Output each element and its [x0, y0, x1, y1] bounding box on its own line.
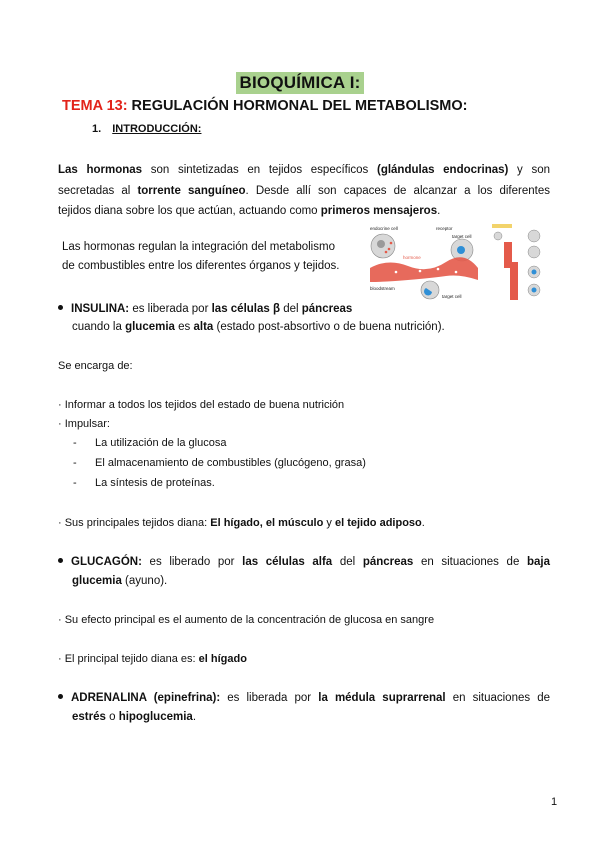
se-encarga-text: Se encarga de:: [58, 360, 133, 372]
target-cell-2-shape: [421, 281, 439, 299]
intro-line-1: Las hormonas son sintetizadas en tejidos específicos (glándulas endocrinas) y son: [58, 164, 551, 176]
label-target-cell-2: target cell: [442, 294, 462, 299]
label-endocrine-cell: endocrine cell: [370, 226, 398, 231]
intro-paragraph: [58, 160, 550, 222]
intro-line-2: secretadas al torrente sanguíneo. Desde allí son capaces de alcanzar a los diferentes: [58, 184, 550, 197]
insulina-line-2: cuando la glucemia es alta (estado post-absortivo o de buena nutrición).: [72, 321, 445, 333]
topic-heading: [62, 98, 467, 114]
title-highlight: BIOQUÍMICA I:: [236, 72, 365, 94]
integration-line-2: de combustibles entre los diferentes órganos y tejidos.: [62, 260, 340, 272]
glucagon-bullet: GLUCAGÓN: es liberado por las células alfa del páncreas en situaciones de baja: [58, 553, 550, 572]
adrenalina-bullet: ADRENALINA (epinefrina): es liberada por la médula suprarrenal en situaciones de: [58, 689, 550, 708]
page-number: 1: [551, 796, 558, 808]
bullet-dot: [58, 558, 63, 563]
topic-title: REGULACIÓN HORMONAL DEL METABOLISMO:: [127, 98, 468, 114]
diagram-header-tag: [492, 224, 512, 228]
function-impulsar: · Impulsar:: [58, 418, 110, 430]
document-title: [0, 72, 600, 94]
label-receptor: receptor: [436, 226, 453, 231]
section-number: 1.: [92, 123, 102, 135]
principal-tejido-text: · El principal tejido diana es: el hígado: [58, 653, 247, 665]
section-heading: [92, 123, 201, 135]
insulina-bullet: INSULINA: es liberada por las células β del páncreas: [58, 300, 352, 319]
efecto-text: · Su efecto principal es el aumento de la concentración de glucosa en sangre: [58, 614, 435, 626]
section-label: INTRODUCCIÓN:: [112, 123, 202, 135]
integration-text: [62, 238, 362, 276]
endocrine-cell-nucleus: [377, 240, 385, 248]
bloodstream-vessel: [370, 257, 478, 282]
glucagon-line-2: glucemia (ayuno).: [72, 575, 168, 587]
impulsar-item-2: - El almacenamiento de combustibles (glucógeno, grasa): [73, 457, 366, 469]
bullet-dot: [58, 694, 63, 699]
function-informar: · Informar a todos los tejidos del estado de buena nutrición: [58, 399, 345, 411]
label-hormone: hormone: [403, 255, 421, 260]
target-cell-nucleus: [457, 246, 465, 254]
topic-number: TEMA 13:: [62, 98, 128, 114]
label-target-cell: target cell: [452, 234, 472, 239]
pathway-vessel: [504, 242, 518, 300]
integration-line-1: Las hormonas regulan la integración del metabolismo: [62, 241, 335, 253]
tejidos-diana-text: · Sus principales tejidos diana: El hígado, el músculo y el tejido adiposo.: [58, 517, 425, 529]
intro-line-3: tejidos diana sobre los que actúan, actuando como primeros mensajeros.: [58, 205, 441, 217]
label-bloodstream: bloodstream: [370, 286, 395, 291]
hormone-signaling-diagram: [368, 222, 480, 302]
impulsar-item-3: - La síntesis de proteínas.: [73, 477, 215, 489]
bullet-dot: [58, 305, 63, 310]
hormone-pathway-diagram: [490, 222, 552, 302]
adrenalina-line-2: estrés o hipoglucemia.: [72, 711, 197, 723]
impulsar-item-1: - La utilización de la glucosa: [73, 437, 227, 449]
